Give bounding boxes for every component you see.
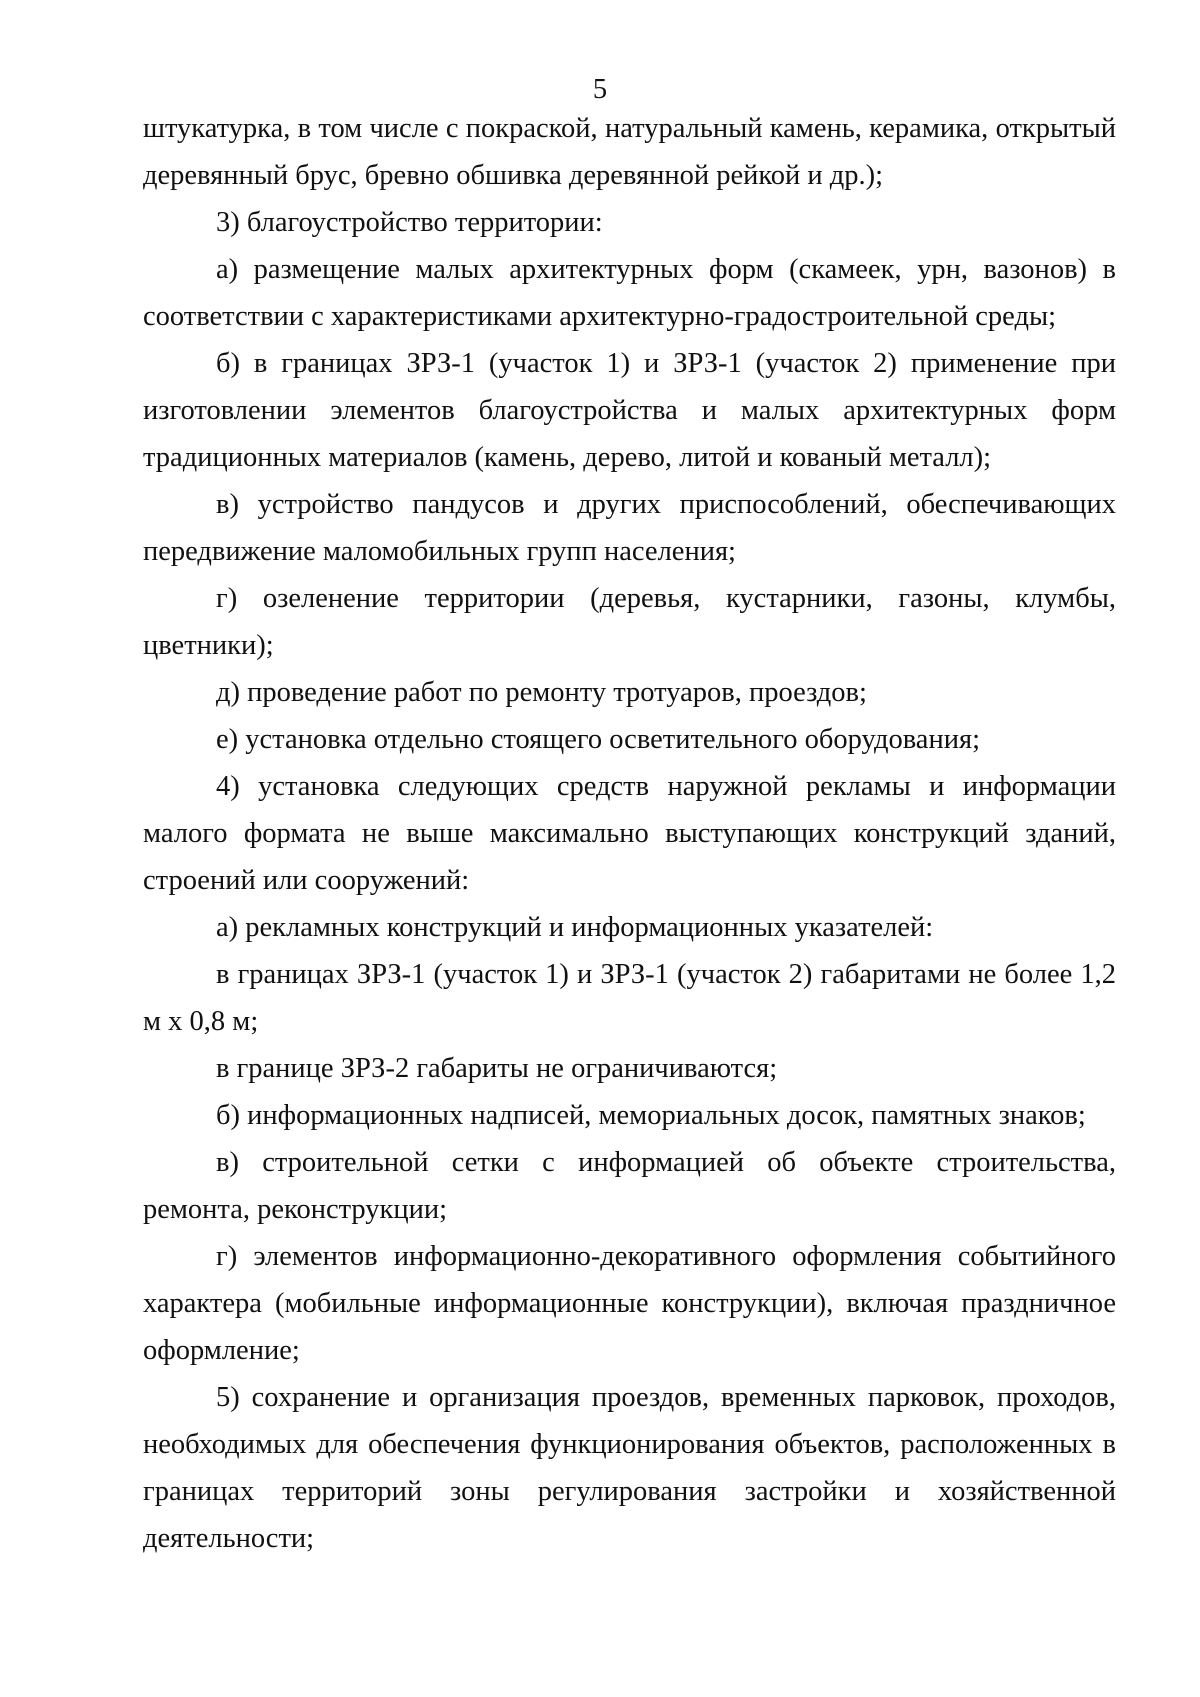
paragraph: г) озеленение территории (деревья, кустарники, газоны, клумбы, цветники); bbox=[143, 583, 1116, 661]
paragraph: а) рекламных конструкций и информационных указателей: bbox=[216, 912, 934, 943]
page-number: 5 bbox=[592, 74, 608, 105]
paragraph: в границах ЗРЗ-1 (участок 1) и ЗРЗ-1 (участок 2) габаритами не более 1,2 м х 0,8 м; bbox=[143, 959, 1116, 1037]
paragraph: б) информационных надписей, мемориальных досок, памятных знаков; bbox=[216, 1100, 1086, 1131]
document-body bbox=[143, 105, 1116, 1562]
paragraph: в границе ЗРЗ-2 габариты не ограничиваются; bbox=[216, 1053, 778, 1084]
paragraph: д) проведение работ по ремонту тротуаров, проездов; bbox=[216, 677, 867, 708]
paragraph: а) размещение малых архитектурных форм (скамеек, урн, вазонов) в соответствии с характеристиками архитектурно-градостроительной среды; bbox=[143, 254, 1116, 332]
paragraph: 3) благоустройство территории: bbox=[216, 207, 603, 238]
paragraph: в) строительной сетки с информацией об объекте строительства, ремонта, реконструкции; bbox=[143, 1147, 1116, 1225]
paragraph: г) элементов информационно-декоративного оформления событийного характера (мобильные информационные конструкции), включая праздничное оформление; bbox=[143, 1241, 1116, 1366]
paragraph: 5) сохранение и организация проездов, временных парковок, проходов, необходимых для обеспечения функционирования объектов, расположенных в границах территорий зоны регулирования застройки и хозяйственной деятельности; bbox=[143, 1382, 1116, 1554]
paragraph: штукатурка, в том числе с покраской, натуральный камень, керамика, открытый деревянный брус, бревно обшивка деревянной рейкой и др.); bbox=[143, 113, 1116, 191]
paragraph: б) в границах ЗРЗ-1 (участок 1) и ЗРЗ-1 (участок 2) применение при изготовлении элементов благоустройства и малых архитектурных форм традиционных материалов (камень, дерево, литой и кованый металл); bbox=[143, 348, 1116, 473]
paragraph: 4) установка следующих средств наружной рекламы и информации малого формата не выше максимально выступающих конструкций зданий, строений или сооружений: bbox=[143, 771, 1116, 896]
paragraph: в) устройство пандусов и других приспособлений, обеспечивающих передвижение маломобильных групп населения; bbox=[143, 489, 1116, 567]
paragraph: е) установка отдельно стоящего осветительного оборудования; bbox=[216, 724, 980, 755]
